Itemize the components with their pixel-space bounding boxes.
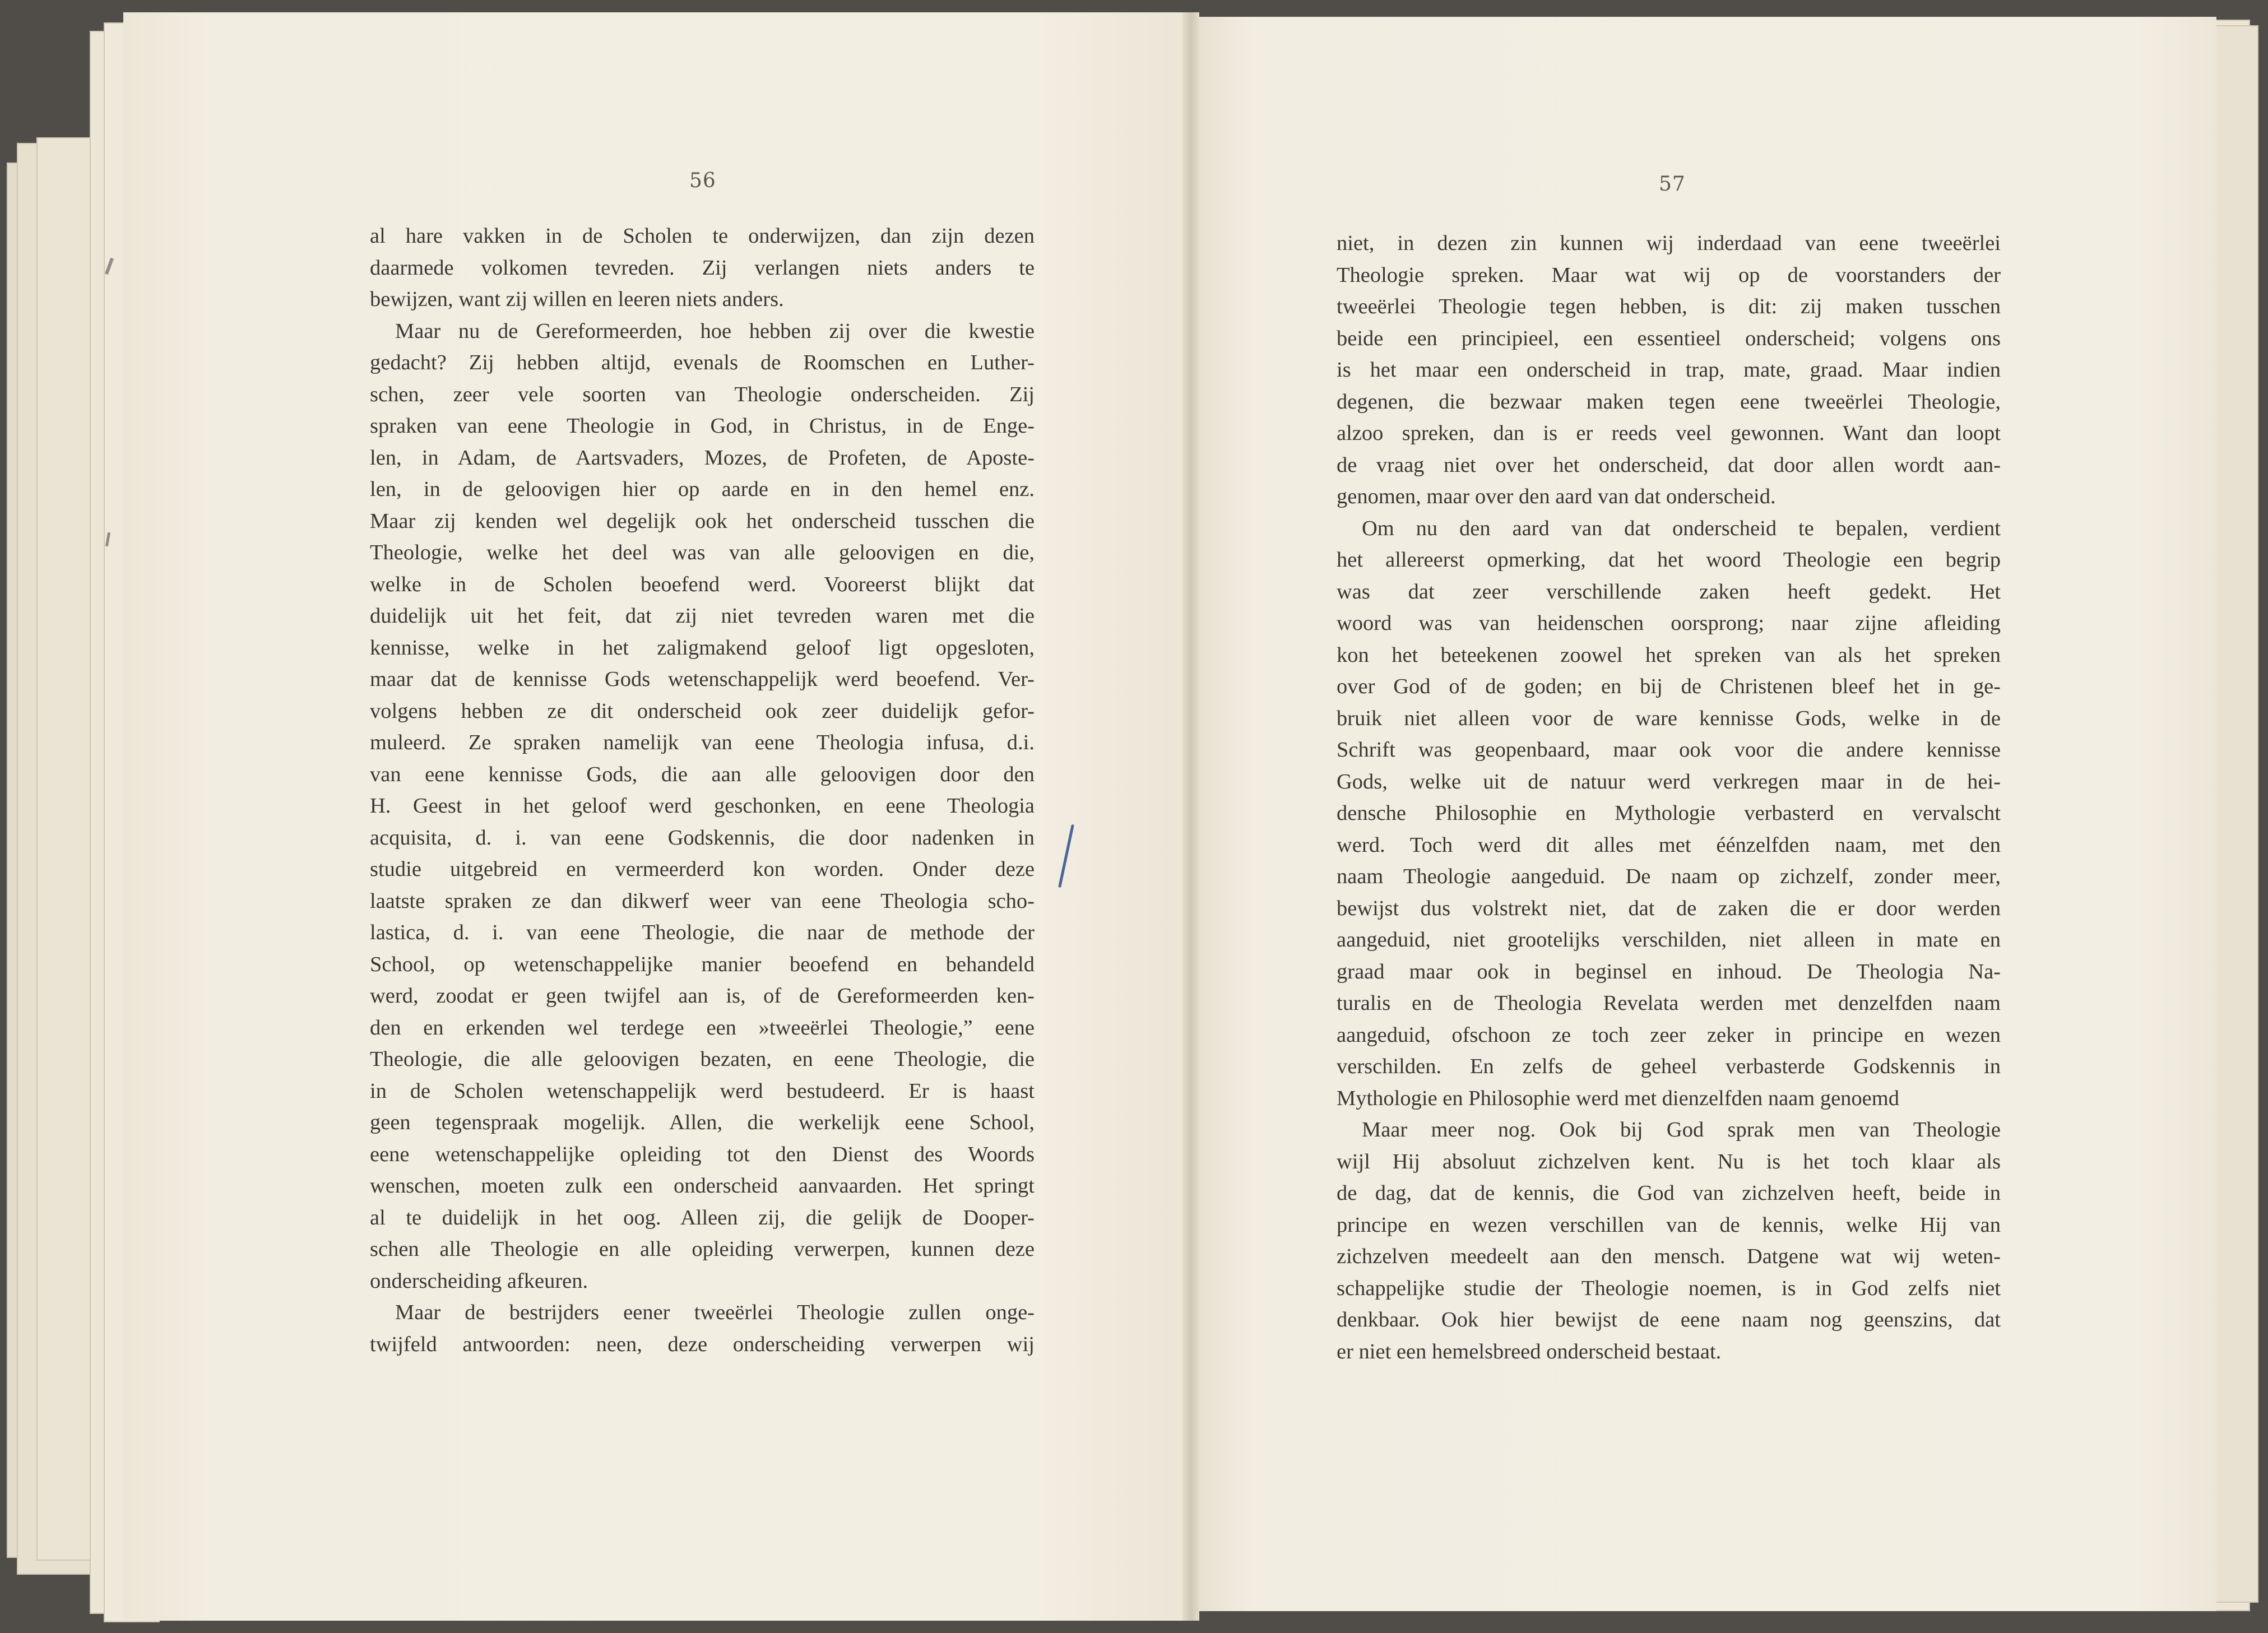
text-line: wenschen, moeten zulk een onderscheid aanvaarden. Het springt	[370, 1174, 1035, 1198]
page-number-left: 56	[689, 169, 716, 192]
text-line: H. Geest in het geloof werd geschonken, en eene Theologia	[370, 794, 1035, 818]
text-line: verschilden. En zelfs de geheel verbasterde Godskennis in	[1337, 1055, 2001, 1078]
text-line: Schrift was geopenbaard, maar ook voor die andere kennisse	[1337, 738, 2001, 762]
text-line: Maar zij kenden wel degelijk ook het onderscheid tusschen die	[370, 509, 1035, 533]
text-line: bruik niet alleen voor de ware kennisse Gods, welke in de	[1337, 706, 2001, 730]
text-line: al te duidelijk in het oog. Alleen zij, die gelijk de Dooper-	[370, 1205, 1035, 1230]
page-number-right: 57	[1659, 173, 1686, 196]
text-line: welke in de Scholen beoefend werd. Vooreerst blijkt dat	[370, 572, 1035, 596]
text-line: len, in de geloovigen hier op aarde en in den hemel enz.	[370, 477, 1035, 501]
text-line: denkbaar. Ook hier bewijst de eene naam nog geenszins, dat	[1337, 1308, 2001, 1332]
text-line: niet, in dezen zin kunnen wij inderdaad van eene tweeërlei	[1337, 231, 2001, 255]
text-line: alzoo spreken, dan is er reeds veel gewonnen. Want dan loopt	[1337, 421, 2001, 445]
text-line: schen alle Theologie en alle opleiding verwerpen, kunnen deze	[370, 1237, 1035, 1261]
text-line: geen tegenspraak mogelijk. Allen, die werkelijk eene School,	[370, 1111, 1035, 1134]
text-line: Mythologie en Philosophie werd met dienzelfden naam genoemd	[1337, 1086, 1899, 1110]
text-line: studie uitgebreid en vermeerderd kon worden. Onder deze	[370, 857, 1035, 881]
text-line: Theologie, die alle geloovigen bezaten, en eene Theologie, die	[370, 1047, 1035, 1071]
text-line: gedacht? Zij hebben altijd, evenals de Roomschen en Luther-	[370, 351, 1035, 374]
text-line: in de Scholen wetenschappelijk werd bestudeerd. Er is haast	[370, 1079, 1035, 1103]
text-line: wijl Hij absoluut zichzelven kent. Nu is het toch klaar als	[1337, 1149, 2001, 1173]
text-line: Theologie, welke het deel was van alle geloovigen en die,	[370, 541, 1035, 564]
text-line: Gods, welke uit de natuur werd verkregen maar in de hei-	[1337, 769, 2001, 794]
text-line: muleerd. Ze spraken namelijk van eene Theologia infusa, d.i.	[370, 731, 1035, 754]
text-line: van eene kennisse Gods, die aan alle geloovigen door den	[370, 762, 1035, 786]
text-line: spraken van eene Theologie in God, in Christus, in de Enge-	[370, 414, 1035, 438]
text-line: schappelijke studie der Theologie noemen, is in God zelfs niet	[1337, 1276, 2001, 1300]
text-line: schen, zeer vele soorten van Theologie onderscheiden. Zij	[370, 382, 1035, 406]
text-line: School, op wetenschappelijke manier beoefend en behandeld	[370, 952, 1035, 976]
text-line: den en erkenden wel terdege een »tweeërlei Theologie,” eene	[370, 1015, 1035, 1040]
text-line: de vraag niet over het onderscheid, dat door allen wordt aan-	[1337, 453, 2001, 477]
text-line: graad maar ook in beginsel en inhoud. De Theologia Na-	[1337, 959, 2001, 983]
text-line: twijfeld antwoorden: neen, deze onderscheiding verwerpen wij	[370, 1332, 1035, 1356]
right-page-text	[1337, 228, 2001, 1367]
text-line: Maar de bestrijders eener tweeërlei Theologie zullen onge-	[395, 1301, 1035, 1324]
text-line: zichzelven meedeelt aan den mensch. Datgene wat wij weten-	[1337, 1245, 2001, 1268]
text-line: Om nu den aard van dat onderscheid te bepalen, verdient	[1362, 516, 2001, 540]
text-line: werd. Toch werd dit alles met éénzelfden naam, met den	[1337, 833, 2001, 857]
text-line: Theologie spreken. Maar wat wij op de voorstanders der	[1337, 263, 2001, 287]
text-line: is het maar een onderscheid in trap, mate, graad. Maar indien	[1337, 358, 2001, 382]
left-page-text	[370, 220, 1035, 1360]
text-line: laatste spraken ze dan dikwerf weer van eene Theologia scho-	[370, 889, 1035, 913]
text-line: kennisse, welke in het zaligmakend geloof ligt opgesloten,	[370, 635, 1035, 660]
text-line: densche Philosophie en Mythologie verbasterd en vervalscht	[1337, 801, 2001, 825]
text-line: volgens hebben ze dit onderscheid ook zeer duidelijk gefor-	[370, 699, 1035, 723]
text-line: Maar meer nog. Ook bij God sprak men van Theologie	[1362, 1118, 2001, 1142]
text-line: al hare vakken in de Scholen te onderwijzen, dan zijn dezen	[370, 224, 1035, 248]
text-line: principe en wezen verschillen van de kennis, welke Hij van	[1337, 1213, 2001, 1237]
text-line: genomen, maar over den aard van dat onderscheid.	[1337, 485, 1776, 508]
text-line: lastica, d. i. van eene Theologie, die naar de methode der	[370, 921, 1035, 944]
text-line: bewijzen, want zij willen en leeren niets anders.	[370, 287, 784, 311]
text-line: eene wetenschappelijke opleiding tot den Dienst des Woords	[370, 1142, 1035, 1166]
text-line: de dag, dat de kennis, die God van zichzelven heeft, beide in	[1337, 1181, 2001, 1205]
text-line: kon het beteekenen zoowel het spreken van als het spreken	[1337, 643, 2001, 667]
text-line: over God of de goden; en bij de Christenen bleef het in ge-	[1337, 675, 2001, 698]
text-line: woord was van heidenschen oorsprong; naar zijne afleiding	[1337, 611, 2001, 635]
text-line: acquisita, d. i. van eene Godskennis, die door nadenken in	[370, 825, 1035, 850]
text-line: beide een principieel, een essentieel onderscheid; volgens ons	[1337, 326, 2001, 350]
text-line: was dat zeer verschillende zaken heeft gedekt. Het	[1337, 579, 2001, 604]
text-line: aangeduid, ofschoon ze toch zeer zeker in principe en wezen	[1337, 1023, 2001, 1047]
text-line: tweeërlei Theologie tegen hebben, is dit: zij maken tusschen	[1337, 295, 2001, 318]
text-line: degenen, die bezwaar maken tegen eene tweeërlei Theologie,	[1337, 389, 2001, 414]
text-line: onderscheiding afkeuren.	[370, 1269, 588, 1293]
text-line: het allereerst opmerking, dat het woord Theologie een begrip	[1337, 548, 2001, 572]
text-line: werd, zoodat er geen twijfel aan is, of de Gereformeerden ken-	[370, 984, 1035, 1008]
text-line: er niet een hemelsbreed onderscheid bestaat.	[1337, 1339, 1722, 1363]
text-line: len, in Adam, de Aartsvaders, Mozes, de Profeten, de Aposte-	[370, 446, 1035, 470]
book-gutter	[1182, 12, 1199, 1621]
text-line: aangeduid, niet grootelijks verschilden, niet alleen in mate en	[1337, 928, 2001, 952]
text-line: daarmede volkomen tevreden. Zij verlangen niets anders te	[370, 256, 1035, 280]
text-line: duidelijk uit het feit, dat zij niet tevreden waren met die	[370, 604, 1035, 628]
text-line: bewijst dus volstrekt niet, dat de zaken die er door werden	[1337, 896, 2001, 920]
text-line: turalis en de Theologia Revelata werden met denzelfden naam	[1337, 991, 2001, 1015]
text-line: maar dat de kennisse Gods wetenschappelijk werd beoefend. Ver-	[370, 667, 1035, 691]
text-line: naam Theologie aangeduid. De naam op zichzelf, zonder meer,	[1337, 865, 2001, 888]
text-line: Maar nu de Gereformeerden, hoe hebben zij over die kwestie	[395, 319, 1035, 343]
